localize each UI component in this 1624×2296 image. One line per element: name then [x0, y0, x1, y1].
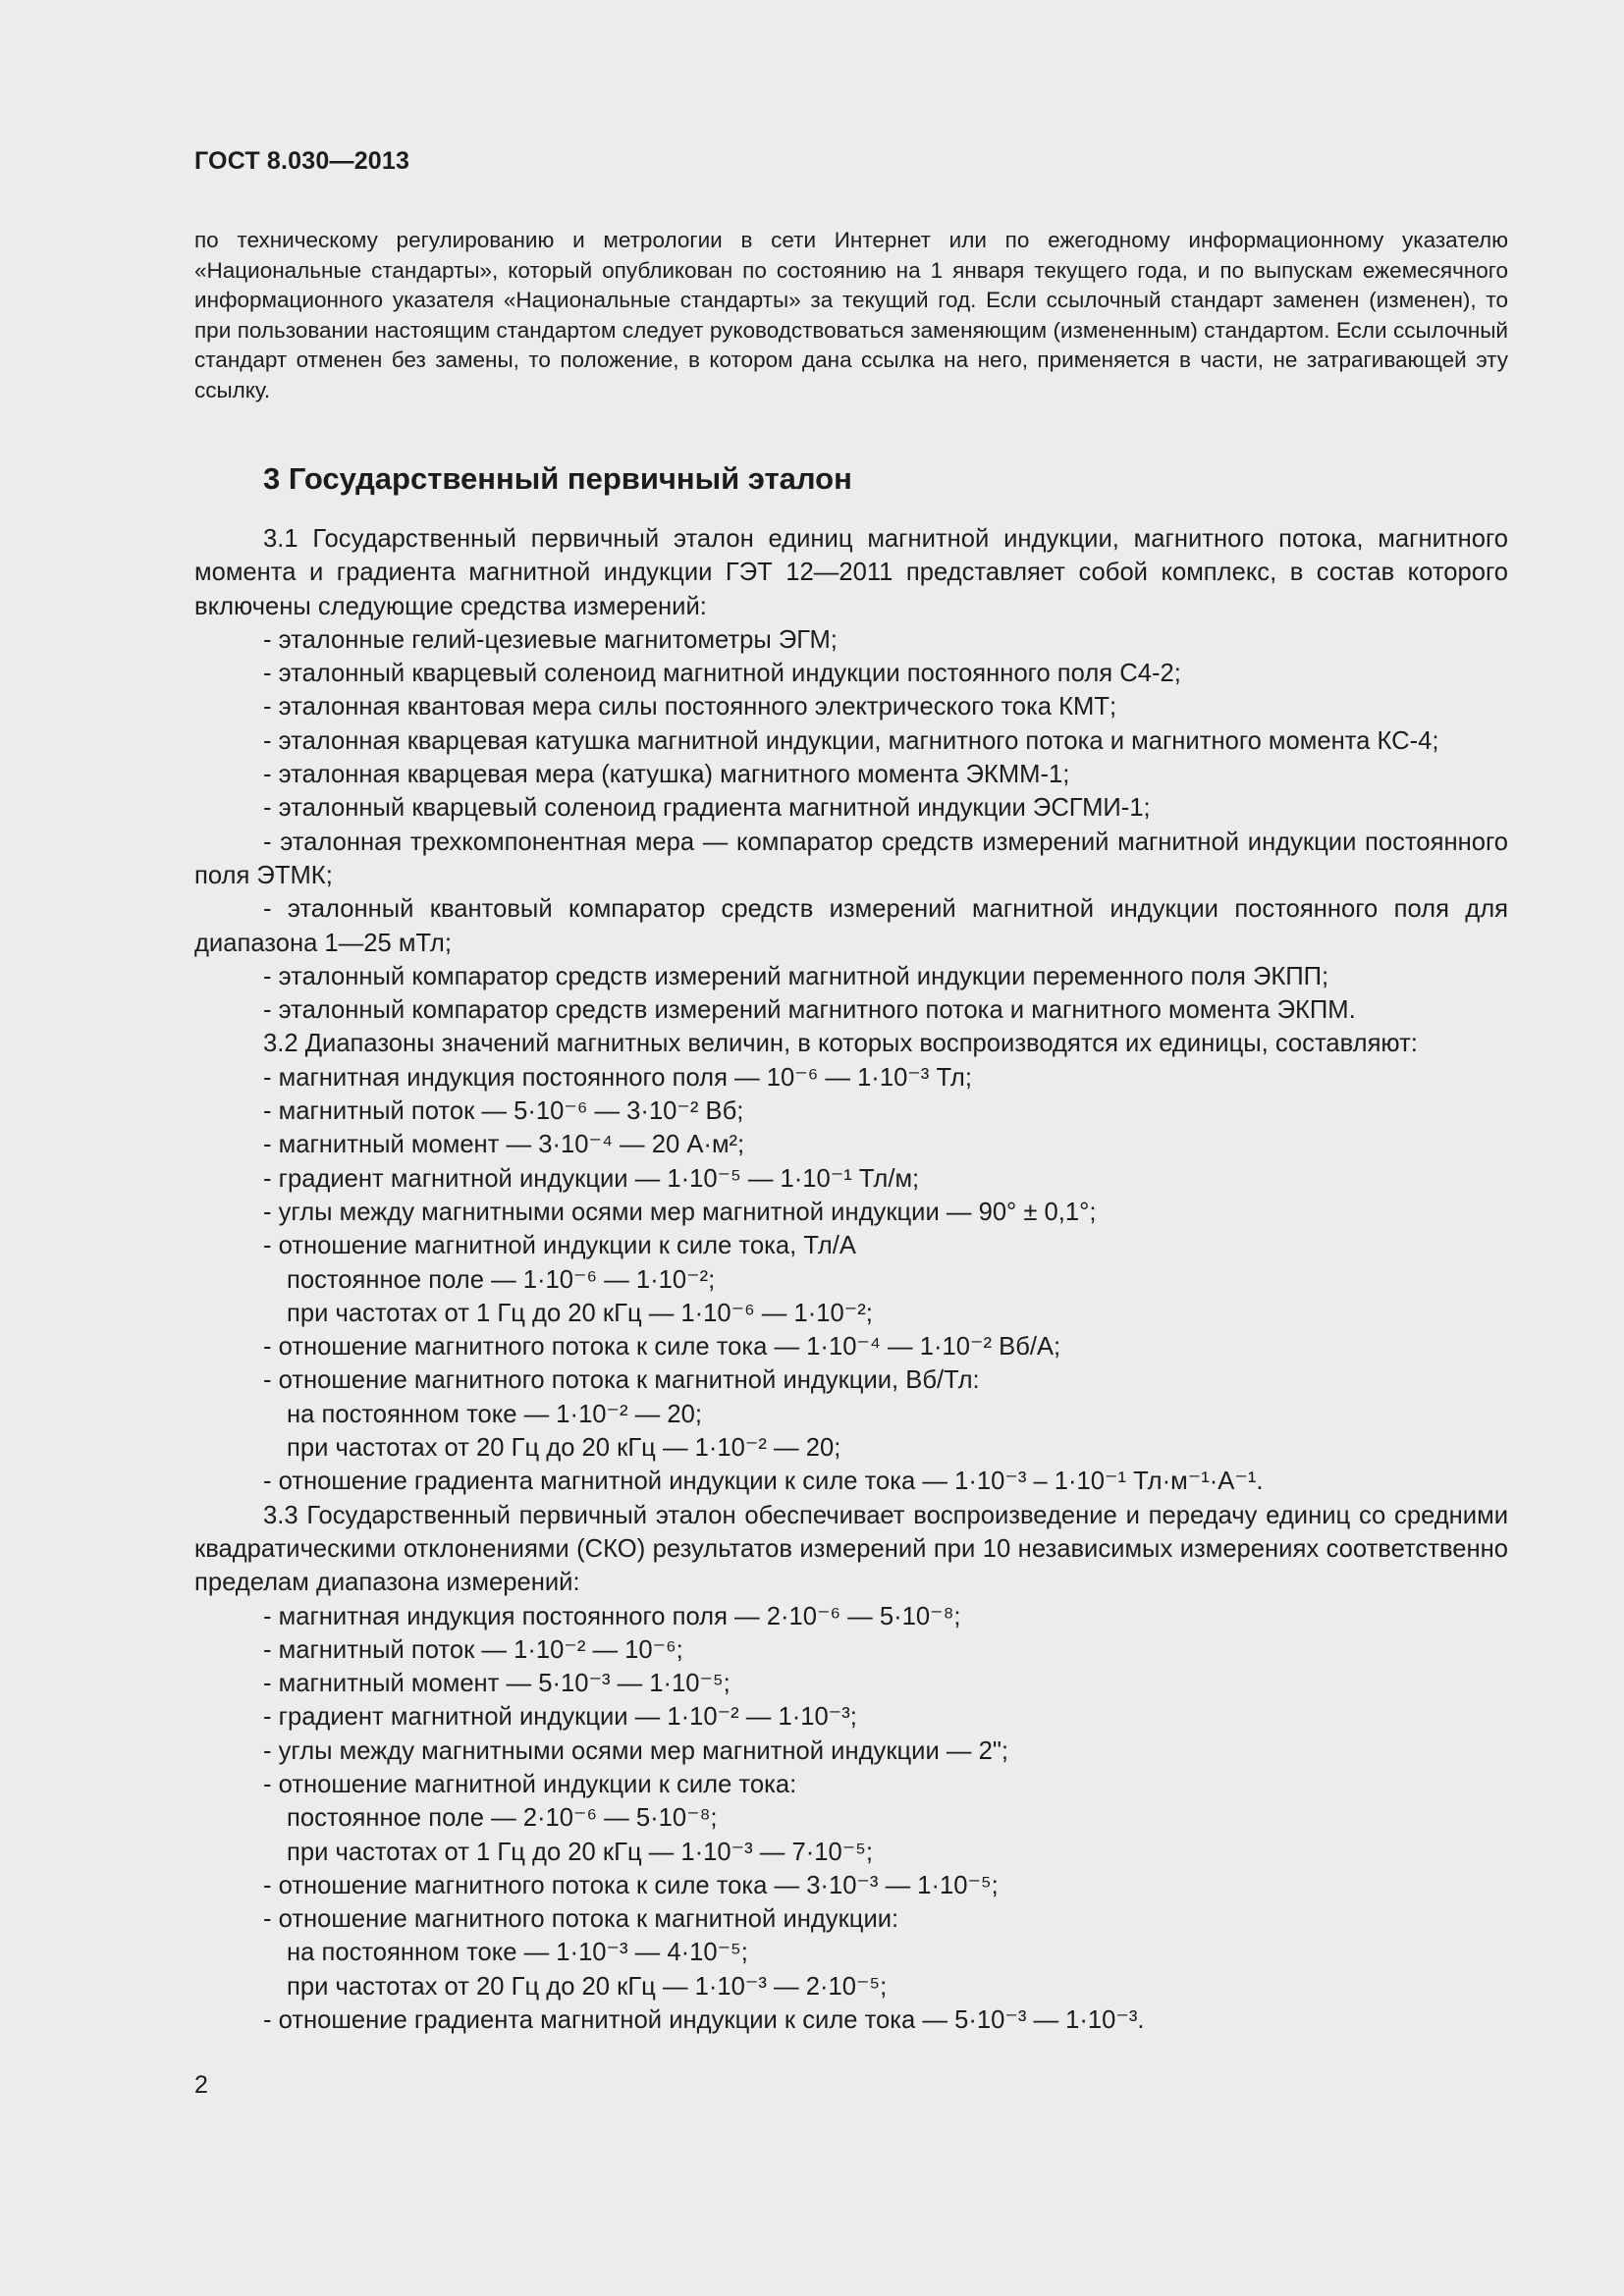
list-subitem: постоянное поле — 1·10⁻⁶ — 1·10⁻²; [287, 1265, 716, 1294]
list-item: - углы между магнитными осями мер магнитной индукции — 2"; [263, 1736, 1009, 1765]
list-item: - отношение магнитной индукции к силе тока, Тл/А [263, 1232, 856, 1260]
section-paragraph: 3.1 Государственный первичный эталон единиц магнитной индукции, магнитного потока, магнитного момента и градиента магнитной индукции ГЭТ 12—2011 представляет собой комплекс, в состав которого включены следующие средства измерений: [194, 525, 1508, 620]
list-subitem: на постоянном токе — 1·10⁻² — 20; [287, 1400, 702, 1428]
document-header: ГОСТ 8.030—2013 [194, 147, 410, 175]
list-item: - магнитный поток — 1·10⁻² — 10⁻⁶; [263, 1635, 683, 1664]
intro-paragraph [194, 226, 1508, 405]
list-item: - отношение магнитного потока к магнитной индукции, Вб/Тл: [263, 1366, 980, 1395]
list-subitem: при частотах от 20 Гц до 20 кГц — 1·10⁻³ — 2·10⁻⁵; [287, 1972, 888, 2001]
list-item: - эталонный компаратор средств измерений магнитной индукции переменного поля ЭКПП; [263, 962, 1329, 990]
section-title: 3 Государственный первичный эталон [263, 461, 852, 496]
list-item: - эталонный квантовый компаратор средств измерений магнитной индукции постоянного поля для диапазона 1—25 мТл; [194, 895, 1508, 957]
section-paragraph: 3.2 Диапазоны значений магнитных величин, в которых воспроизводятся их единицы, составляют: [263, 1030, 1418, 1058]
list-item: - магнитный момент — 3·10⁻⁴ — 20 А·м²; [263, 1131, 745, 1159]
list-item: - отношение градиента магнитной индукции к силе тока — 5·10⁻³ — 1·10⁻³. [263, 2006, 1145, 2035]
list-item: - магнитный момент — 5·10⁻³ — 1·10⁻⁵; [263, 1670, 731, 1698]
list-item: - градиент магнитной индукции — 1·10⁻⁵ — 1·10⁻¹ Тл/м; [263, 1164, 920, 1193]
list-item: - эталонная квантовая мера силы постоянного электрического тока КМТ; [263, 693, 1117, 721]
section-paragraph: 3.3 Государственный первичный эталон обеспечивает воспроизведение и передачу единиц со средними квадратическими отклонениями (СКО) результатов измерений при 10 независимых измерениях соответственно пределам диапазона измерений: [194, 1501, 1508, 1597]
list-subitem: при частотах от 20 Гц до 20 кГц — 1·10⁻² — 20; [287, 1434, 841, 1463]
page-number: 2 [194, 2071, 208, 2099]
list-item: - отношение магнитного потока к силе тока — 1·10⁻⁴ — 1·10⁻² Вб/А; [263, 1333, 1061, 1362]
section-body [194, 522, 1508, 2037]
list-subitem: на постоянном токе — 1·10⁻³ — 4·10⁻⁵; [287, 1939, 748, 1967]
intro-text: по техническому регулированию и метрологии в сети Интернет или по ежегодному информационному указателю «Национальные стандарты», который опубликован по состоянию на 1 января текущего года, и по выпускам ежемесячного информационного указателя «Национальные стандарты» за текущий год. Если ссылочный стандарт заменен (изменен), то при пользовании настоящим стандартом следует руководствоваться заменяющим (измененным) стандартом. Если ссылочный стандарт отменен без замены, то положение, в котором дана ссылка на него, применяется в части, не затрагивающей эту ссылку. [194, 228, 1508, 402]
list-item: - эталонная трехкомпонентная мера — компаратор средств измерений магнитной индукции постоянного поля ЭТМК; [194, 828, 1508, 889]
list-item: - магнитный поток — 5·10⁻⁶ — 3·10⁻² Вб; [263, 1097, 744, 1126]
list-item: - эталонные гелий-цезиевые магнитометры ЭГМ; [263, 625, 838, 654]
list-item: - отношение градиента магнитной индукции к силе тока — 1·10⁻³ – 1·10⁻¹ Тл·м⁻¹·А⁻¹. [263, 1468, 1264, 1496]
list-item: - эталонный кварцевый соленоид магнитной индукции постоянного поля С4-2; [263, 660, 1181, 688]
list-subitem: при частотах от 1 Гц до 20 кГц — 1·10⁻³ — 7·10⁻⁵; [287, 1838, 873, 1866]
list-item: - отношение магнитной индукции к силе тока: [263, 1770, 797, 1798]
list-item: - эталонный кварцевый соленоид градиента магнитной индукции ЭСГМИ-1; [263, 794, 1151, 823]
list-item: - отношение магнитного потока к силе тока — 3·10⁻³ — 1·10⁻⁵; [263, 1871, 999, 1899]
list-item: - магнитная индукция постоянного поля — 2·10⁻⁶ — 5·10⁻⁸; [263, 1602, 961, 1630]
list-subitem: при частотах от 1 Гц до 20 кГц — 1·10⁻⁶ — 1·10⁻²; [287, 1299, 873, 1327]
list-item: - отношение магнитного потока к магнитной индукции: [263, 1905, 899, 1934]
list-subitem: постоянное поле — 2·10⁻⁶ — 5·10⁻⁸; [287, 1804, 718, 1833]
list-item: - эталонный компаратор средств измерений магнитного потока и магнитного момента ЭКПМ. [263, 996, 1356, 1025]
list-item: - магнитная индукция постоянного поля — 10⁻⁶ — 1·10⁻³ Тл; [263, 1063, 972, 1092]
list-item: - эталонная кварцевая катушка магнитной индукции, магнитного потока и магнитного момента КС-4; [263, 726, 1439, 755]
list-item: - градиент магнитной индукции — 1·10⁻² — 1·10⁻³; [263, 1703, 857, 1732]
list-item: - углы между магнитными осями мер магнитной индукции — 90° ± 0,1°; [263, 1198, 1097, 1226]
list-item: - эталонная кварцевая мера (катушка) магнитного момента ЭКММ-1; [263, 761, 1070, 789]
